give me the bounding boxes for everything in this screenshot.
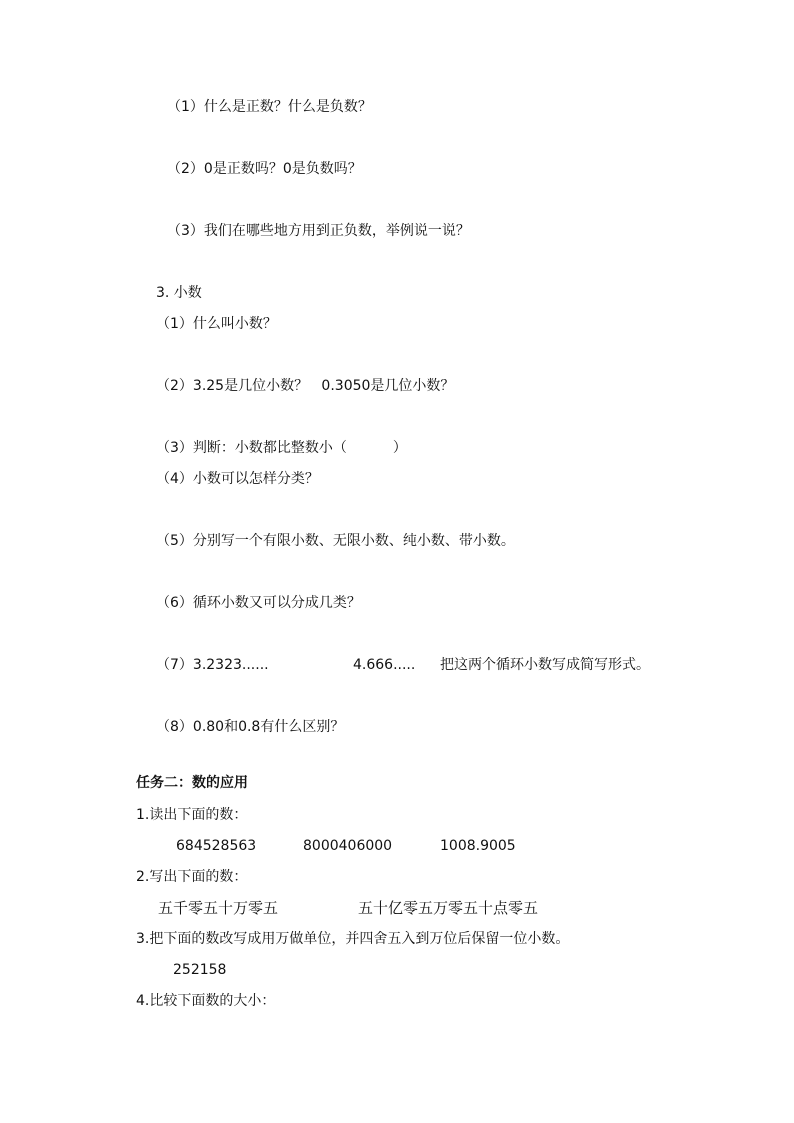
section-title-decimals: 3. 小数 — [156, 285, 202, 301]
number-to-convert: 252158 — [173, 962, 227, 978]
word-number-2: 五十亿零五万零五十点零五 — [358, 899, 539, 917]
question-1-3: （3）我们在哪些地方用到正负数，举例说一说？ — [167, 223, 470, 239]
question-3-2: （2）3.25是几位小数？ 0.3050是几位小数？ — [156, 378, 455, 394]
question-3-7b: 4.666..... — [353, 657, 416, 673]
task2-item-1: 1.读出下面的数： — [136, 807, 248, 823]
question-3-7c: 把这两个循环小数写成简写形式。 — [440, 657, 650, 673]
word-number-1: 五千零五十万零五 — [158, 899, 279, 917]
question-3-3-suffix: ） — [392, 440, 407, 456]
question-3-3-prefix: （3）判断：小数都比整数小（ — [156, 440, 347, 456]
question-3-6: （6）循环小数又可以分成几类？ — [156, 595, 361, 611]
question-3-8: （8）0.80和0.8有什么区别？ — [156, 719, 345, 735]
number-3: 1008.9005 — [440, 838, 516, 854]
question-3-3 — [156, 438, 407, 458]
number-2: 8000406000 — [303, 838, 393, 854]
question-3-7a: （7）3.2323...... — [156, 657, 269, 673]
question-3-4: （4）小数可以怎样分类？ — [156, 471, 319, 487]
number-1: 684528563 — [176, 838, 257, 854]
task2-item-2: 2.写出下面的数： — [136, 869, 248, 885]
question-3-1: （1）什么叫小数？ — [156, 316, 277, 332]
task2-item-4: 4.比较下面数的大小： — [136, 993, 276, 1009]
task2-title: 任务二：数的应用 — [136, 775, 248, 791]
task2-item-3: 3.把下面的数改写成用万做单位，并四舍五入到万位后保留一位小数。 — [136, 931, 570, 947]
question-3-5: （5）分别写一个有限小数、无限小数、纯小数、带小数。 — [156, 533, 515, 549]
question-1-1: （1）什么是正数？什么是负数？ — [167, 99, 372, 115]
question-1-2: （2）0是正数吗？0是负数吗？ — [167, 161, 362, 177]
